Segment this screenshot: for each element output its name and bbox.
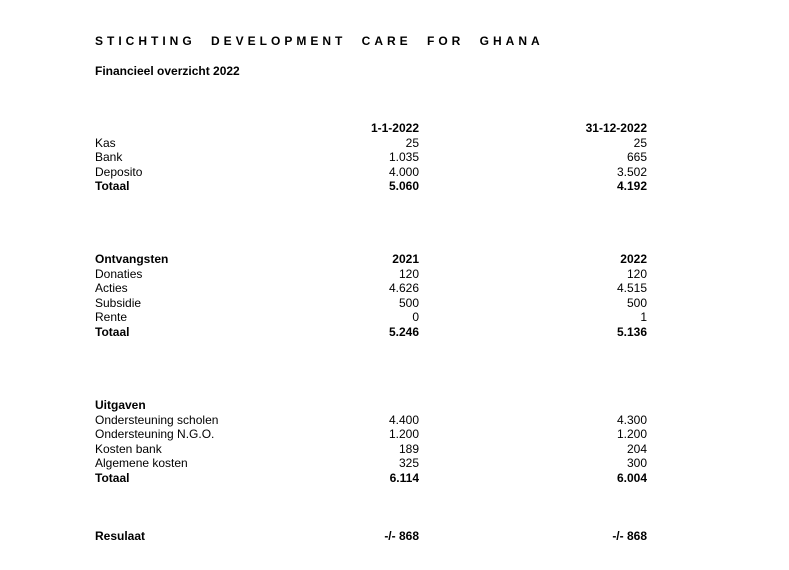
balance-row [95, 136, 655, 151]
row-value-col2: 204 [626, 441, 647, 456]
income-row [95, 310, 655, 325]
row-value-col2: 1 [640, 310, 647, 325]
row-value-col2: 300 [626, 456, 647, 471]
total-value-col2: 4.192 [616, 179, 647, 194]
balance-header-end-date: 31-12-2022 [585, 121, 647, 135]
income-row [95, 296, 655, 311]
expenses-row [95, 456, 655, 471]
result-row [95, 529, 655, 544]
result-section [95, 529, 655, 544]
row-value-col2: 500 [626, 295, 647, 310]
expenses-row [95, 442, 655, 457]
row-value-col1: 500 [398, 295, 419, 310]
total-label: Totaal [95, 324, 130, 339]
balance-header-start-date: 1-1-2022 [370, 121, 419, 135]
income-header-label: Ontvangsten [95, 252, 169, 266]
balance-section [95, 121, 655, 194]
row-value-col1: 25 [405, 135, 419, 150]
balance-row [95, 165, 655, 180]
row-label: Donaties [95, 266, 143, 281]
balance-total-row [95, 179, 655, 194]
expenses-header-row [95, 398, 655, 413]
income-row [95, 267, 655, 282]
row-value-col2: 3.502 [616, 164, 647, 179]
income-header-year-2: 2022 [620, 252, 647, 266]
row-value-col2: 4.515 [616, 281, 647, 296]
total-value-col2: 5.136 [616, 324, 647, 339]
row-value-col1: 0 [412, 310, 419, 325]
row-value-col2: 25 [633, 135, 647, 150]
total-value-col1: 5.060 [388, 179, 419, 194]
income-header-year-1: 2021 [392, 252, 419, 266]
income-total-row [95, 325, 655, 340]
row-value-col1: 325 [398, 456, 419, 471]
total-value-col2: 6.004 [616, 470, 647, 485]
expenses-header-label: Uitgaven [95, 398, 146, 412]
document-subtitle: Financieel overzicht 2022 [95, 64, 240, 78]
income-row [95, 281, 655, 296]
row-label: Kosten bank [95, 441, 162, 456]
row-label: Subsidie [95, 295, 142, 310]
balance-row [95, 150, 655, 165]
row-label: Ondersteuning scholen [95, 412, 219, 427]
row-label: Deposito [95, 164, 143, 179]
row-value-col1: 120 [398, 266, 419, 281]
balance-header-row [95, 121, 655, 136]
row-value-col2: 4.300 [616, 412, 647, 427]
total-label: Totaal [95, 470, 130, 485]
result-value-col1: -/- 868 [384, 529, 419, 543]
row-value-col2: 1.200 [616, 427, 647, 442]
row-value-col2: 665 [626, 150, 647, 165]
result-label: Resulaat [95, 529, 146, 543]
row-label: Bank [95, 150, 123, 165]
row-label: Ondersteuning N.G.O. [95, 427, 215, 442]
row-value-col2: 120 [626, 266, 647, 281]
income-section [95, 252, 655, 340]
document-title: STICHTING DEVELOPMENT CARE FOR GHANA [95, 34, 544, 48]
row-value-col1: 1.200 [388, 427, 419, 442]
row-value-col1: 189 [398, 441, 419, 456]
row-label: Kas [95, 135, 116, 150]
result-value-col2: -/- 868 [612, 529, 647, 543]
total-value-col1: 5.246 [388, 324, 419, 339]
row-value-col1: 1.035 [388, 150, 419, 165]
expenses-row [95, 427, 655, 442]
total-label: Totaal [95, 179, 130, 194]
row-label: Algemene kosten [95, 456, 188, 471]
row-value-col1: 4.000 [388, 164, 419, 179]
expenses-total-row [95, 471, 655, 486]
expenses-section [95, 398, 655, 486]
income-header-row [95, 252, 655, 267]
row-label: Rente [95, 310, 128, 325]
row-label: Acties [95, 281, 128, 296]
expenses-row [95, 413, 655, 428]
total-value-col1: 6.114 [389, 470, 419, 485]
row-value-col1: 4.400 [388, 412, 419, 427]
row-value-col1: 4.626 [388, 281, 419, 296]
